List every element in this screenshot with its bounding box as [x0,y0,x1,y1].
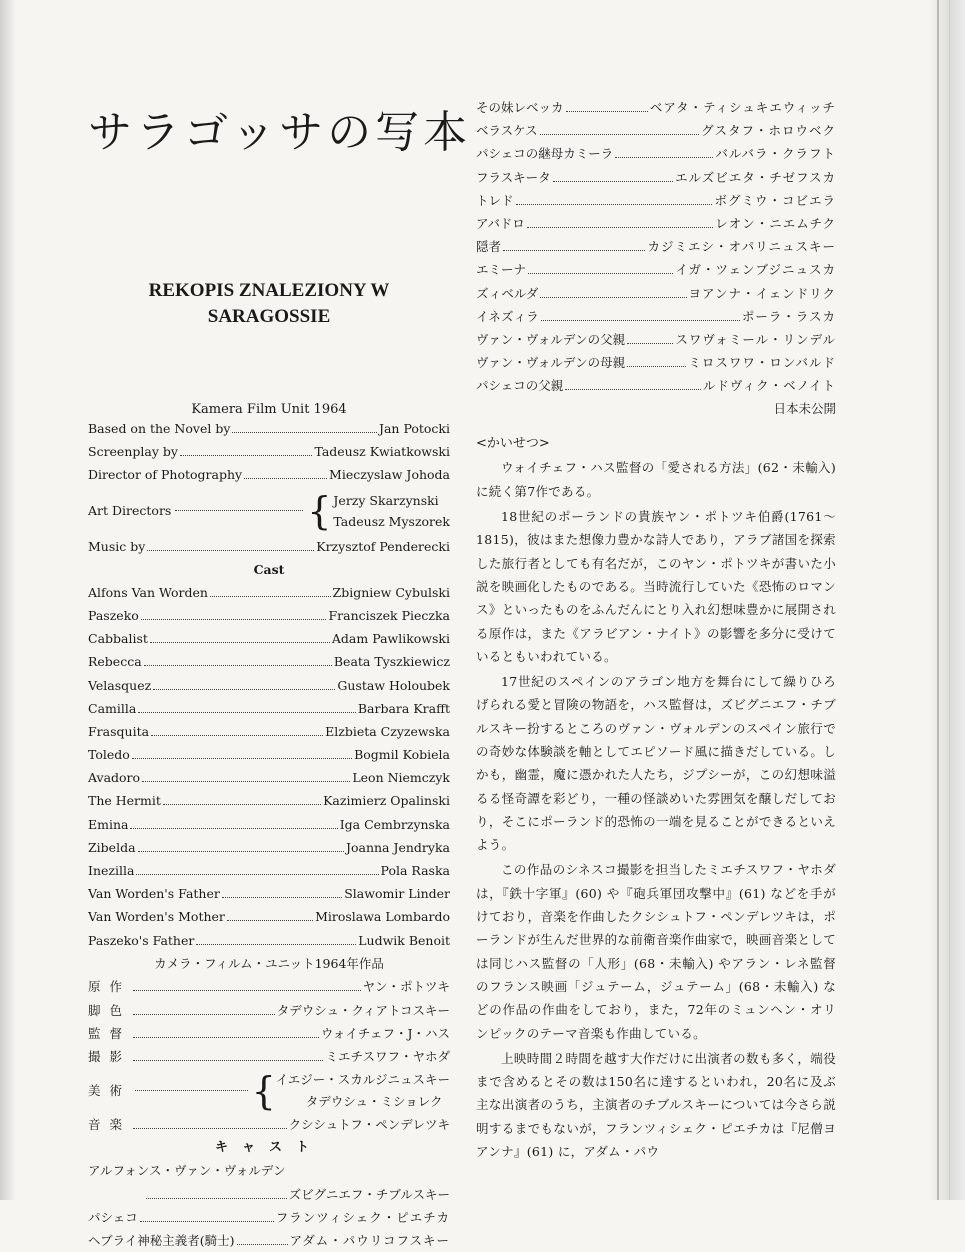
credit-role: Frasquita [88,723,150,739]
credit-role: エミーナ [476,262,527,278]
credit-name: Beata Tyszkiewicz [333,654,450,670]
credit-role: Toledo [88,747,130,763]
credit-row [88,1045,450,1068]
credit-row [88,975,450,998]
credit-name: Franciszek Pieczka [328,607,450,623]
commentary-body [476,456,836,1163]
credit-role: Paszeko [88,607,139,623]
credit-row [88,813,450,836]
credit-role: Van Worden's Mother [88,909,225,925]
credit-role: ベラスケス [476,123,538,139]
credit-row [88,836,450,859]
commentary-paragraph: ウォイチェフ・ハス監督の「愛される方法」(62・未輸入)に続く第7作である。 [476,460,836,499]
credit-name: Miroslawa Lombardo [315,909,450,925]
credit-row [88,766,450,789]
credit-name: Barbara Krafft [357,700,450,716]
credit-name: Slawomir Linder [344,886,450,902]
credit-role: フラスキータ [476,169,551,185]
credit-name: Ludwik Benoit [358,932,450,948]
left-column [88,96,472,1252]
credit-role: パシェコ [88,1209,138,1225]
production-unit: Kamera Film Unit 1964 [191,402,347,417]
credit-row [88,720,450,743]
credit-name: Joanna Jendryka [345,839,450,855]
brace-glyph: { [307,488,332,533]
jp-art-row [88,1069,450,1113]
credits-list [88,417,450,558]
credit-name: ウォイチェフ・J・ハス [320,1025,450,1041]
credit-row [476,189,836,212]
credit-row [88,1206,450,1229]
credit-role: Avadoro [88,770,141,786]
credit-name: タデウシュ・ミショレク [305,1093,443,1109]
credit-row [88,650,450,673]
credit-name: Bogmil Kobiela [354,747,450,763]
credit-row [476,282,836,305]
credit-name: Krzysztof Penderecki [316,538,450,554]
credit-name: Tadeusz Myszorek [333,513,450,529]
credit-row [88,417,450,440]
credit-row [476,305,836,328]
credit-row [88,604,450,627]
credit-name: ベアタ・ティシュキエウィッチ [649,100,836,115]
right-column [476,96,836,1165]
credit-row [88,535,450,558]
credit-role: Zibelda [88,839,136,855]
credit-row [476,212,836,235]
credit-name: フランツィシェク・ピエチカ [275,1209,450,1225]
cast-heading: Cast [253,561,285,577]
jp-cast-list-left [88,1206,450,1252]
credit-name: ズビグニエフ・チブルスキー [288,1186,450,1202]
credit-row [476,235,836,258]
credit-role: トレド [476,192,514,208]
credit-row [476,374,836,397]
credit-role: その妹レベッカ [476,100,564,115]
credit-name: エルズビエタ・チゼフスカ [675,169,836,185]
credit-row [88,1113,450,1136]
jp-credits-list [88,975,450,1069]
credit-row [476,142,836,165]
credit-role: 原作 [88,979,132,995]
commentary-heading: <かいせつ> [476,436,550,452]
credit-role: 音楽 [88,1116,132,1132]
credit-row [88,627,450,650]
credit-name: Pola Raska [380,863,450,878]
credit-row [476,351,836,374]
cast-list [88,581,450,952]
credit-row [88,882,450,905]
credit-role: Director of Photography [88,467,243,483]
credit-row [88,999,450,1022]
credit-role: ヴァン・ヴォルデンの母親 [476,355,626,371]
credit-name: ヨアンナ・イェンドリク [688,285,836,301]
credit-role: Alfons Van Worden [88,584,208,600]
title-en-line2: SARAGOSSIE [207,306,331,327]
jp-cast-first-row [88,1183,450,1206]
credit-role: 監督 [88,1025,132,1041]
page-title-jp: サラゴッサの写本 [88,107,472,158]
title-en-line1: REKOPIS ZNALEZIONY W [148,280,390,301]
credit-name: Leon Niemczyk [352,770,450,786]
credit-name: スワヴォミール・リンデル [675,331,836,347]
credit-name: Iga Cembrzynska [339,816,450,832]
commentary-paragraph: 18世紀のポーランドの貴族ヤン・ポトツキ伯爵(1761〜1815)，彼はまた想像力豊かな詩人であり，アラブ諸国を探索した旅行者としても有名だが，このヤン・ポトツキが書いた小説を映画化したものである。当時流行していた《恐怖のロマンス》といったものをふんだんにとり入れ幻想味豊かに展開される原作は，また《アラビアン・ナイト》の影響を多分に受けているともいわれている。 [476,509,836,664]
credit-role: アバドロ [476,215,525,231]
credit-role: Emina [88,816,129,832]
credit-row [476,96,836,119]
scan-edge-left [0,0,16,1200]
credit-role: パシェコの父親 [476,378,564,394]
jp-production-unit: カメラ・フィルム・ユニット1964年作品 [154,955,384,971]
credit-role: Paszeko's Father [88,932,195,948]
art-directors-row [88,490,450,532]
credit-name: Jerzy Skarzynski [333,492,439,508]
credit-role: Based on the Novel by [88,421,231,436]
credit-name: ヤン・ポトツキ [362,979,450,995]
credit-role: 隠者 [476,239,502,255]
credit-role: Screenplay by [88,444,178,460]
credit-row [88,859,450,882]
credit-role: Camilla [88,700,137,716]
commentary-paragraph: この作品のシネスコ撮影を担当したミエチスワフ・ヤホダは，『鉄十字軍』(60) や『砲兵軍団攻撃中』(61) などを手がけており，音楽を作曲したクシシュトフ・ペンデレツキは，ポーランドが生んだ世界的な前衛音楽作曲家で，映画音楽としては同じハス監督の「人形」(68・未輸入) やアラン・レネ監督のフランス映画「ジュテーム，ジュテーム」(68・未輸入) などの作品の作曲をしており，また，72年のミュンヘン・オリンピックのテーマ音楽も作曲している。 [476,862,836,1041]
commentary-paragraph: 17世紀のスペインのアラゴン地方を舞台にして繰りひろげられる愛と冒険の物語を，ハス監督は，ズビグニエフ・チブルスキー扮するところのヴァン・ヴォルデンのスペイン旅行での奇妙な体験談を軸としてエピソード風に描きだしている。しかも，幽霊，魔に憑かれた人たち，ジプシーが，この幻想味溢るる怪奇譚を彩どり，一種の怪談めいた雰囲気を醸しだしており，そこにポーランド的恐怖の一端を見ることができるといえよう。 [476,674,836,853]
page-title-en [88,278,450,330]
credit-role: パシェコの継母カミーラ [476,146,614,162]
credit-role: イネズィラ [476,308,539,324]
credit-role: Van Worden's Father [88,886,220,902]
credit-role: Cabbalist [88,631,148,647]
credit-name: Mieczyslaw Johoda [329,467,450,483]
credit-name: グスタフ・ホロウベク [701,123,836,139]
credit-row [476,258,836,281]
credit-role: 美術 [88,1082,132,1098]
credit-row [88,674,450,697]
credit-role: 撮影 [88,1049,132,1065]
credit-row [476,119,836,142]
credit-name: Adam Pawlikowski [331,631,450,647]
credit-row [88,1022,450,1045]
commentary-paragraph: 上映時間２時間を越す大作だけに出演者の数も多く，端役まで含めるとその数は150名に達するといわれ，20名に及ぶ主な出演者のうち，主演者のチブルスキーについては今さら説明するまでもないが，フランツィシェク・ピエチカは『尼僧ヨアンナ』(61) に，アダム・パウ [476,1050,836,1160]
credit-name: ミロスワワ・ロンバルド [688,355,836,371]
credit-row [88,743,450,766]
credit-name: クシシュトフ・ペンデレツキ [288,1116,450,1132]
credit-role: Music by [88,538,146,554]
credit-name: Tadeusz Kwiatkowski [314,444,450,460]
brace-glyph: { [251,1068,276,1113]
credit-name: ルドヴィク・ベノイト [702,378,836,394]
credit-name: ミエチスワフ・ヤホダ [325,1049,450,1065]
credit-name: Gustaw Holoubek [337,677,450,693]
credit-name: Zbigniew Cybulski [332,584,450,600]
credit-row [88,463,450,486]
credit-name: タデウシュ・クィアトコスキー [276,1002,450,1018]
credit-row [88,581,450,604]
credit-role: ヴァン・ヴォルデンの父親 [476,331,626,347]
jp-cast-first-role: アルフォンス・ヴァン・ヴォルデン [88,1163,286,1179]
credit-name: ポーラ・ラスカ [741,308,836,324]
credit-role: Rebecca [88,654,142,670]
credit-name: Jan Potocki [378,421,450,436]
credit-role: ヘブライ神秘主義者(騎士) [88,1233,235,1249]
credit-name: カジミエシ・オパリニュスキー [647,239,836,255]
credit-name: イガ・ツェンブジニュスカ [675,262,836,278]
credit-name: レオン・ニエムチク [715,215,836,231]
credit-role: The Hermit [88,793,161,809]
credit-role: Inezilla [88,863,135,878]
credit-row [88,440,450,463]
credit-role: 脚色 [88,1002,132,1018]
credit-row [476,166,836,189]
credit-role: Art Directors [88,503,172,519]
credit-row [88,1229,450,1252]
credit-name: Kazimierz Opalinski [323,793,450,809]
credit-name: ボグミウ・コビエラ [714,192,836,208]
credit-role: ズィベルダ [476,285,539,301]
credit-role: Velasquez [88,677,152,693]
unreleased-note: 日本未公開 [773,401,836,417]
credit-row [476,328,836,351]
credit-row [88,789,450,812]
jp-cast-list-right [476,96,836,397]
scan-edge-right [929,0,965,1200]
credit-name: イエジー・スカルジニュスキー [275,1071,450,1087]
credit-row [88,697,450,720]
credit-name: Elzbieta Czyzewska [325,723,450,739]
credit-name: アダム・パウリコフスキー [289,1233,450,1249]
jp-cast-heading: キャスト [214,1140,323,1156]
credit-name: バルバラ・クラフト [715,146,836,162]
credit-row [88,905,450,928]
credit-row [88,929,450,952]
